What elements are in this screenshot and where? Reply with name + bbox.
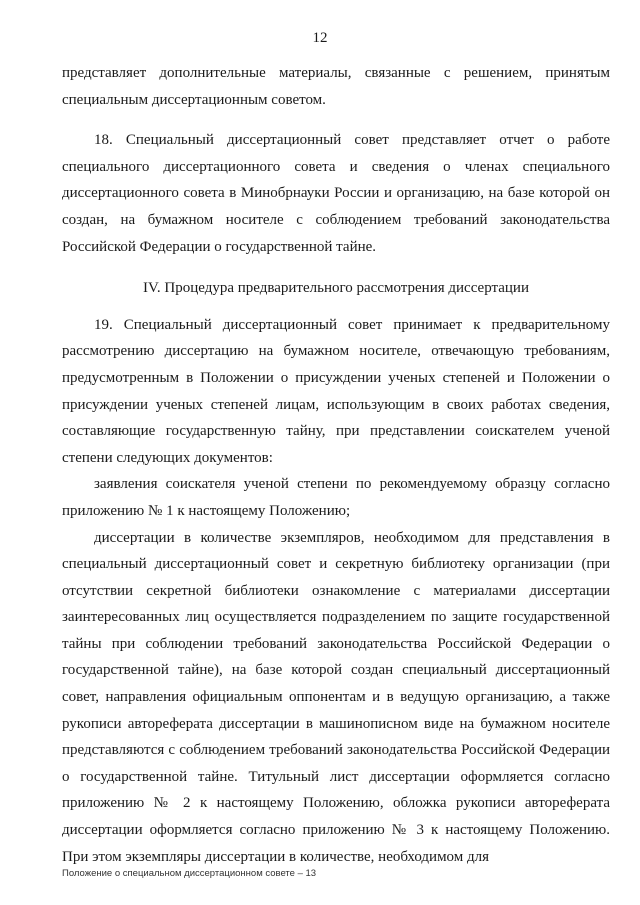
page-footer: Положение о специальном диссертационном совете – 13 (62, 868, 317, 879)
paragraph-continuation: представляет дополнительные материалы, связанные с решением, принятым специальным диссертационным советом. (62, 65, 610, 108)
document-body (62, 60, 610, 870)
paragraph-application: заявления соискателя ученой степени по рекомендуемому образцу согласно приложению № 1 к настоящему Положению; (62, 476, 610, 519)
section-heading: IV. Процедура предварительного рассмотрения диссертации (142, 280, 529, 297)
paragraph-18: 18. Специальный диссертационный совет представляет отчет о работе специального диссертационного совета и сведения о членах специального диссертационного совета в Минобрнауки России и организацию, на базе которой он создан, на бумажном носителе с соблюдением требований законодательства Российской Федерации о государственной тайне. (62, 132, 610, 255)
paragraph-dissertation-copies: диссертации в количестве экземпляров, необходимом для представления в специальный диссертационный совет и секретную библиотеку организации (при отсутствии секретной библиотеки ознакомление с материалами диссертации заинтересованных лиц осуществляется подразделением по защите государственной тайны при соблюдении требований законодательства Российской Федерации о государственной тайне), на базе которой создан специальный диссертационный совет, направления официальным оппонентам и в ведущую организацию, а также рукописи автореферата диссертации в машинописном виде на бумажном носителе представляются с соблюдением требований законодательства Российской Федерации о государственной тайне. Титульный лист диссертации оформляется согласно приложению № 2 к настоящему Положению, обложка рукописи автореферата диссертации оформляется согласно приложению № 3 к настоящему Положению. При этом экземпляры диссертации в количестве, необходимом для (62, 529, 610, 865)
paragraph-19: 19. Специальный диссертационный совет принимает к предварительному рассмотрению диссертацию на бумажном носителе, отвечающую требованиям, предусмотренным в Положении о присуждении ученых степеней и Положении о присуждении ученых степеней лицам, использующим в своих работах сведения, составляющие государственную тайну, при представлении соискателем ученой степени следующих документов: (62, 316, 610, 466)
paragraph-gap (62, 113, 610, 127)
page-number: 12 (312, 30, 328, 46)
